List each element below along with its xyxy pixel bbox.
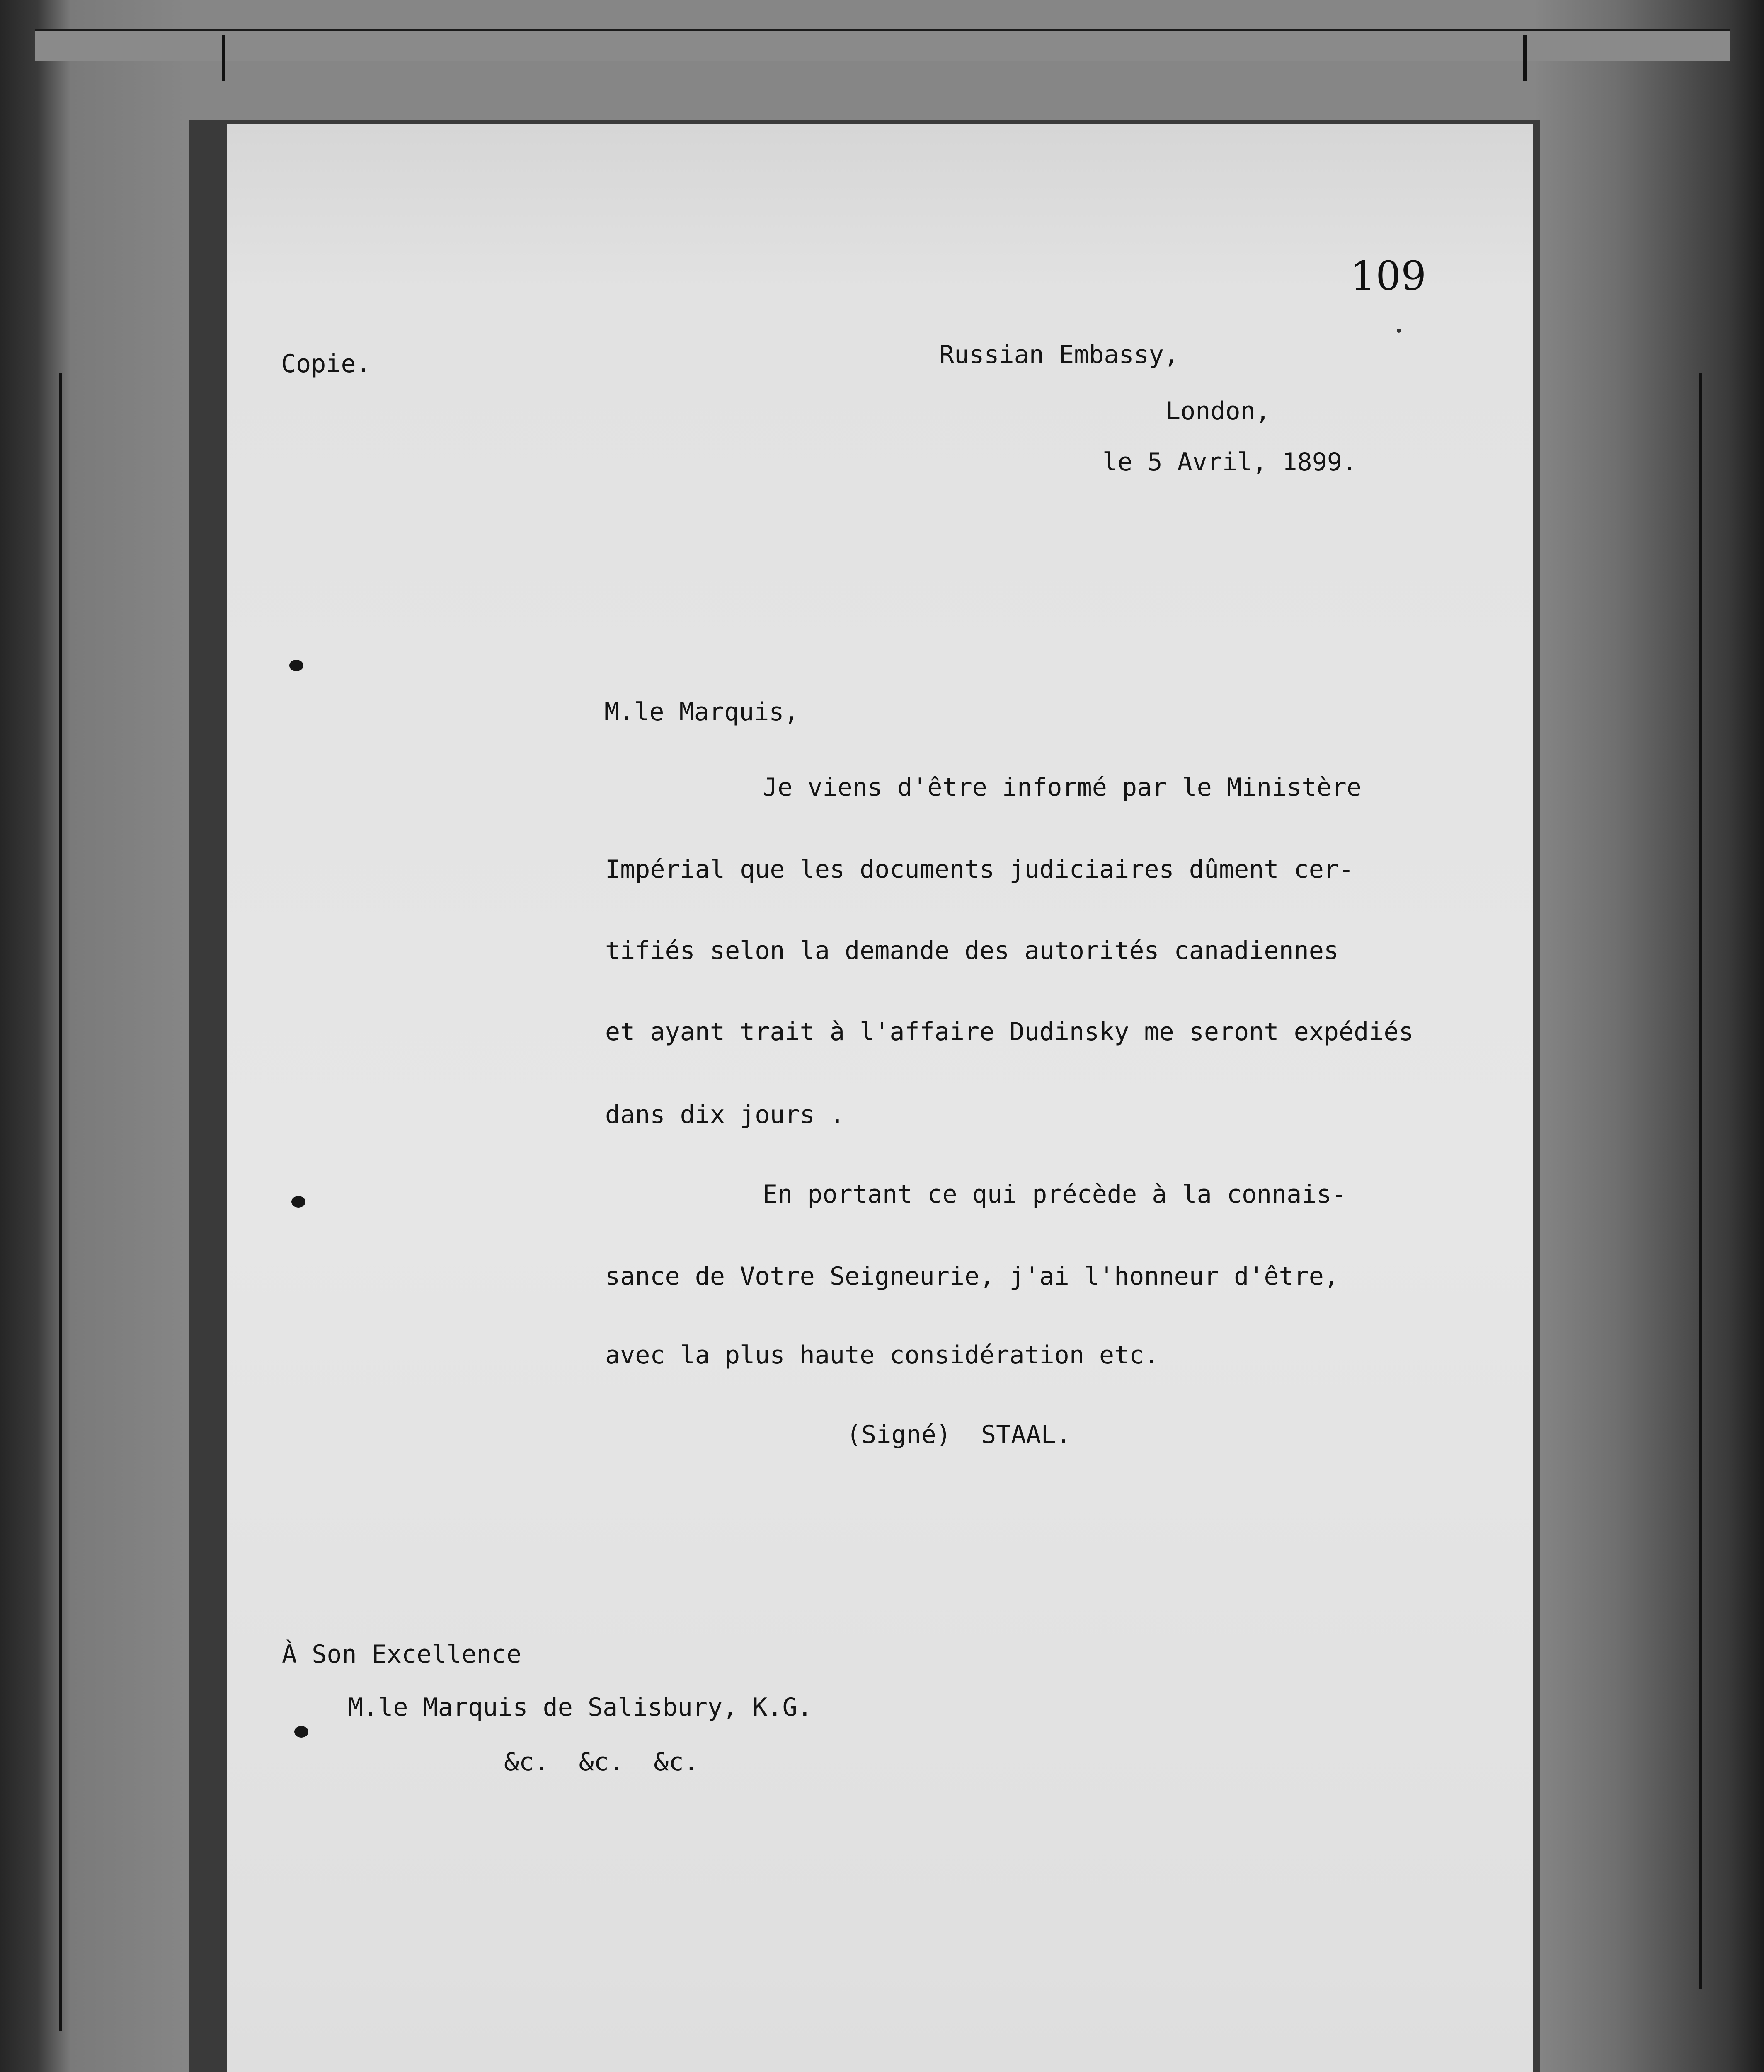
body-line: Je viens d'être informé par le Ministère <box>763 773 1362 802</box>
punch-hole <box>289 660 303 671</box>
body-line: dans dix jours . <box>605 1100 845 1129</box>
body-line: sance de Votre Seigneurie, j'ai l'honneur d'être, <box>605 1262 1339 1291</box>
page-number: 109 <box>1350 253 1427 299</box>
header-line-embassy: Russian Embassy, <box>939 340 1179 369</box>
body-line: avec la plus haute considération etc. <box>605 1341 1159 1370</box>
body-line: tifiés selon la demande des autorités canadiennes <box>605 936 1339 965</box>
addressee-line: À Son Excellence <box>282 1640 521 1669</box>
film-edge-line <box>1699 373 1702 1989</box>
punch-hole <box>291 1196 305 1208</box>
film-top-strip <box>35 29 1730 61</box>
copy-label: Copie. <box>281 349 371 378</box>
document-page <box>227 124 1533 2072</box>
film-tick-mark <box>1523 35 1527 81</box>
addressee-line: &c. &c. &c. <box>504 1748 699 1777</box>
film-edge-line <box>59 373 62 2031</box>
body-line: En portant ce qui précède à la connais- <box>763 1180 1347 1209</box>
letter-date: le 5 Avril, 1899. <box>1102 448 1357 477</box>
paper-speck <box>1397 329 1401 333</box>
punch-hole <box>294 1726 308 1738</box>
addressee-line: M.le Marquis de Salisbury, K.G. <box>348 1693 812 1722</box>
signature: (Signé) STAAL. <box>846 1420 1071 1449</box>
film-tick-mark <box>222 35 225 81</box>
header-line-city: London, <box>1166 397 1270 426</box>
body-line: Impérial que les documents judiciaires dûment cer- <box>605 855 1354 884</box>
body-line: et ayant trait à l'affaire Dudinsky me seront expédiés <box>605 1017 1414 1046</box>
salutation: M.le Marquis, <box>604 697 799 726</box>
